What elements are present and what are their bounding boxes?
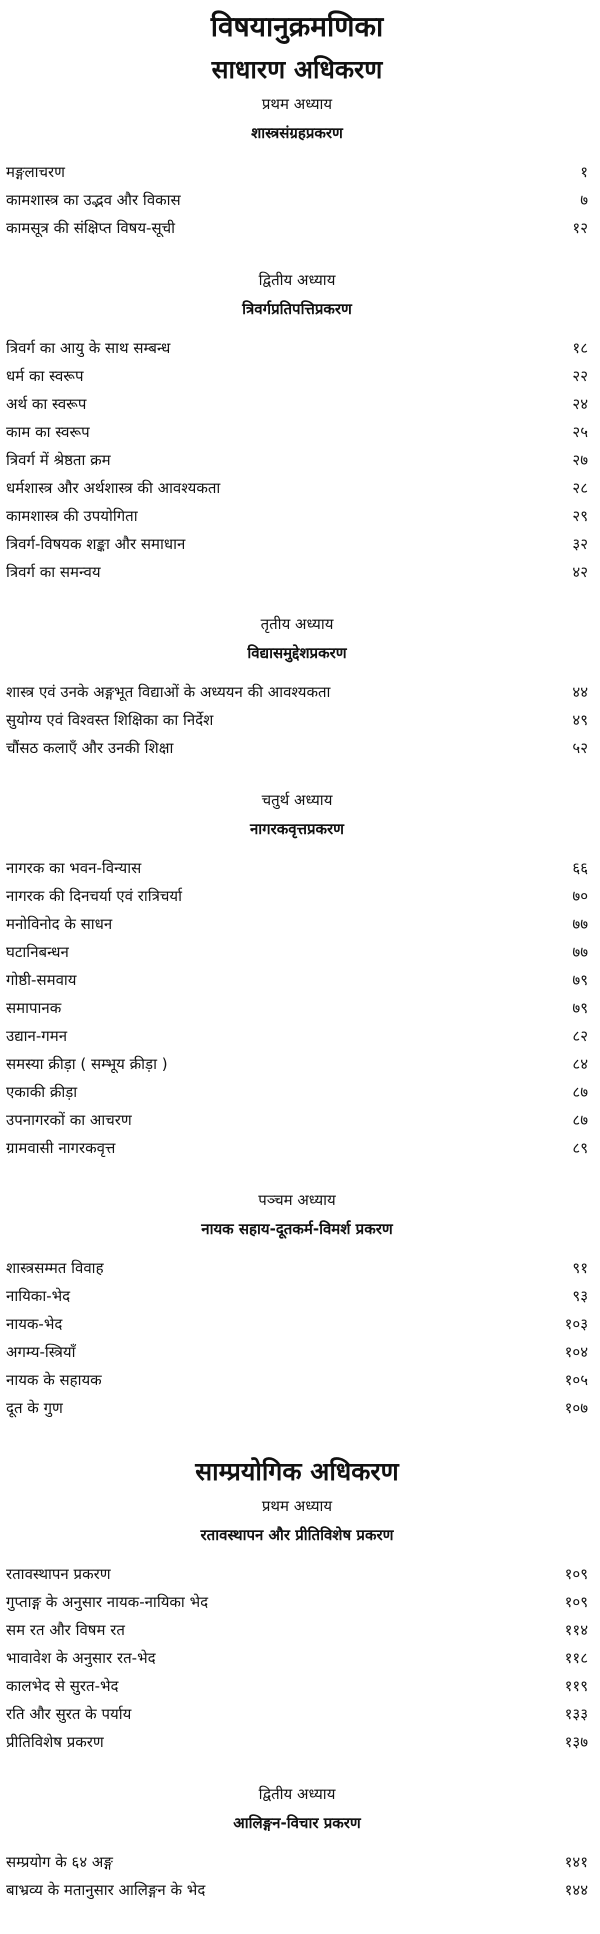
entry-page-number: ८९ — [572, 1139, 588, 1157]
entry-page-number: ११८ — [564, 1649, 588, 1667]
entry-page-number: ९१ — [572, 1259, 588, 1277]
entry-title: सम रत और विषम रत — [6, 1621, 125, 1639]
toc-entry[interactable] — [6, 1134, 588, 1162]
toc-entry[interactable] — [6, 1022, 588, 1050]
entry-title: सम्प्रयोग के ६४ अङ्ग — [6, 1853, 113, 1871]
toc-entry[interactable] — [6, 938, 588, 966]
toc-entry[interactable] — [6, 1394, 588, 1422]
toc-entry[interactable] — [6, 446, 588, 474]
entry-page-number: १०४ — [564, 1343, 588, 1361]
chapter-spacer — [6, 242, 588, 266]
entry-page-number: १३७ — [564, 1733, 588, 1751]
entry-page-number: २२ — [572, 367, 588, 385]
entry-title: कामशास्त्र की उपयोगिता — [6, 507, 138, 525]
section-heading: विद्यासमुद्देशप्रकरण — [247, 644, 347, 662]
entry-page-number: १८ — [572, 339, 588, 357]
entry-page-number: १०९ — [564, 1593, 588, 1611]
entry-title: त्रिवर्ग का आयु के साथ सम्बन्ध — [6, 339, 171, 357]
toc-entry[interactable] — [6, 1050, 588, 1078]
toc-entry[interactable] — [6, 474, 588, 502]
entry-title: समापानक — [6, 999, 62, 1017]
toc-entry[interactable] — [6, 1588, 588, 1616]
entry-title: प्रीतिविशेष प्रकरण — [6, 1733, 104, 1751]
toc-entry[interactable] — [6, 186, 588, 214]
chapter-heading: प्रथम अध्याय — [261, 95, 333, 113]
section-heading: शास्त्रसंग्रहप्रकरण — [251, 124, 343, 142]
entry-title: कामशास्त्र का उद्भव और विकास — [6, 191, 181, 209]
toc-entry[interactable] — [6, 966, 588, 994]
toc-entry[interactable] — [6, 558, 588, 586]
entry-page-number: ७९ — [572, 999, 588, 1017]
entry-list — [6, 854, 588, 1162]
section-spacer — [6, 1838, 588, 1848]
toc-entry[interactable] — [6, 1644, 588, 1672]
toc-entry[interactable] — [6, 214, 588, 242]
entry-page-number: १४४ — [564, 1881, 588, 1899]
toc-entry[interactable] — [6, 1338, 588, 1366]
entry-title: अर्थ का स्वरूप — [6, 395, 87, 413]
entry-title: दूत के गुण — [6, 1399, 63, 1417]
section-spacer — [6, 324, 588, 334]
toc-entry[interactable] — [6, 1728, 588, 1756]
entry-page-number: १ — [580, 163, 588, 181]
entry-title: चौंसठ कलाएँ और उनकी शिक्षा — [6, 739, 174, 757]
toc-entry[interactable] — [6, 882, 588, 910]
entry-page-number: २४ — [572, 395, 588, 413]
entry-title: ग्रामवासी नागरकवृत्त — [6, 1139, 116, 1157]
toc-entry[interactable] — [6, 1560, 588, 1588]
entry-page-number: ५२ — [572, 739, 588, 757]
chapter-heading: पञ्चम अध्याय — [258, 1191, 336, 1209]
entry-title: धर्मशास्त्र और अर्थशास्त्र की आवश्यकता — [6, 479, 221, 497]
entry-title: उद्यान-गमन — [6, 1027, 68, 1045]
entry-page-number: १४१ — [564, 1853, 588, 1871]
entry-title: भावावेश के अनुसार रत-भेद — [6, 1649, 156, 1667]
toc-entry[interactable] — [6, 1078, 588, 1106]
entry-title: त्रिवर्ग-विषयक शङ्का और समाधान — [6, 535, 186, 553]
toc-entry[interactable] — [6, 706, 588, 734]
entry-title: त्रिवर्ग में श्रेष्ठता क्रम — [6, 451, 111, 469]
entry-page-number: ७० — [572, 887, 588, 905]
entry-title: एकाकी क्रीड़ा — [6, 1083, 78, 1101]
chapter-heading: चतुर्थ अध्याय — [261, 791, 333, 809]
toc-entry[interactable] — [6, 854, 588, 882]
entry-page-number: ८७ — [572, 1111, 588, 1129]
toc-entry[interactable] — [6, 1616, 588, 1644]
chapter-spacer — [6, 586, 588, 610]
entry-list — [6, 158, 588, 242]
chapter-spacer — [6, 762, 588, 786]
toc-entry[interactable] — [6, 1366, 588, 1394]
entry-page-number: १०३ — [564, 1315, 588, 1333]
entry-list — [6, 1848, 588, 1904]
toc-entry[interactable] — [6, 1876, 588, 1904]
entry-page-number: २५ — [572, 423, 588, 441]
entry-page-number: ७७ — [572, 915, 588, 933]
toc-entry[interactable] — [6, 910, 588, 938]
entry-title: अगम्य-स्त्रियाँ — [6, 1343, 76, 1361]
entry-page-number: ४९ — [572, 711, 588, 729]
entry-page-number: ८२ — [572, 1027, 588, 1045]
entry-page-number: ८७ — [572, 1083, 588, 1101]
part-title: साम्प्रयोगिक अधिकरण — [195, 1457, 399, 1486]
toc-entry[interactable] — [6, 1310, 588, 1338]
entry-title: रति और सुरत के पर्याय — [6, 1705, 132, 1723]
entry-title: गोष्ठी-समवाय — [6, 971, 77, 989]
entry-title: रतावस्थापन प्रकरण — [6, 1565, 111, 1583]
chapter-heading: द्वितीय अध्याय — [258, 271, 336, 289]
entry-page-number: ३२ — [572, 535, 588, 553]
entry-title: सुयोग्य एवं विश्वस्त शिक्षिका का निर्देश — [6, 711, 214, 729]
section-heading: रतावस्थापन और प्रीतिविशेष प्रकरण — [200, 1526, 394, 1544]
toc-entry[interactable] — [6, 678, 588, 706]
entry-title: धर्म का स्वरूप — [6, 367, 84, 385]
table-of-contents — [6, 50, 588, 1904]
entry-title: कामसूत्र की संक्षिप्त विषय-सूची — [6, 219, 176, 237]
chapter-spacer — [6, 1756, 588, 1780]
entry-title: समस्या क्रीड़ा ( सम्भूय क्रीड़ा ) — [6, 1055, 168, 1073]
entry-page-number: ९३ — [572, 1287, 588, 1305]
entry-title: नायक-भेद — [6, 1315, 63, 1333]
toc-entry[interactable] — [6, 502, 588, 530]
section-spacer — [6, 668, 588, 678]
entry-page-number: १२ — [572, 219, 588, 237]
toc-entry[interactable] — [6, 1254, 588, 1282]
entry-title: बाभ्रव्य के मतानुसार आलिङ्गन के भेद — [6, 1881, 206, 1899]
section-spacer — [6, 1244, 588, 1254]
part-title: साधारण अधिकरण — [211, 55, 383, 84]
toc-entry[interactable] — [6, 734, 588, 762]
entry-title: नायिका-भेद — [6, 1287, 71, 1305]
entry-page-number: ४४ — [572, 683, 588, 701]
entry-title: गुप्ताङ्ग के अनुसार नायक-नायिका भेद — [6, 1593, 209, 1611]
page-title: विषयानुक्रमणिका — [210, 10, 384, 43]
entry-title: काम का स्वरूप — [6, 423, 90, 441]
toc-entry[interactable] — [6, 1848, 588, 1876]
entry-page-number: १३३ — [564, 1705, 588, 1723]
entry-page-number: ७ — [580, 191, 588, 209]
toc-entry[interactable] — [6, 1672, 588, 1700]
entry-list — [6, 334, 588, 586]
entry-page-number: ७७ — [572, 943, 588, 961]
entry-title: मनोविनोद के साधन — [6, 915, 113, 933]
entry-title: नागरक का भवन-विन्यास — [6, 859, 142, 877]
entry-list — [6, 1560, 588, 1756]
entry-list — [6, 678, 588, 762]
section-heading: आलिङ्गन-विचार प्रकरण — [233, 1814, 361, 1832]
entry-page-number: ८४ — [572, 1055, 588, 1073]
section-spacer — [6, 1550, 588, 1560]
chapter-heading: तृतीय अध्याय — [260, 615, 334, 633]
toc-entry[interactable] — [6, 418, 588, 446]
section-spacer — [6, 148, 588, 158]
part-spacer — [6, 1422, 588, 1452]
section-spacer — [6, 844, 588, 854]
entry-page-number: १०५ — [564, 1371, 588, 1389]
entry-title: नायक के सहायक — [6, 1371, 102, 1389]
toc-entry[interactable] — [6, 530, 588, 558]
entry-page-number: २९ — [572, 507, 588, 525]
entry-page-number: १०९ — [564, 1565, 588, 1583]
toc-entry[interactable] — [6, 390, 588, 418]
toc-entry[interactable] — [6, 362, 588, 390]
toc-entry[interactable] — [6, 334, 588, 362]
entry-page-number: ११९ — [564, 1677, 588, 1695]
entry-page-number: १०७ — [564, 1399, 588, 1417]
entry-title: नागरक की दिनचर्या एवं रात्रिचर्या — [6, 887, 183, 905]
entry-page-number: ११४ — [564, 1621, 588, 1639]
entry-page-number: ६६ — [572, 859, 588, 877]
toc-entry[interactable] — [6, 994, 588, 1022]
toc-entry[interactable] — [6, 1106, 588, 1134]
entry-page-number: ७९ — [572, 971, 588, 989]
section-heading: नागरकवृत्तप्रकरण — [249, 820, 345, 838]
chapter-heading: प्रथम अध्याय — [261, 1497, 333, 1515]
entry-page-number: २७ — [572, 451, 588, 469]
entry-title: शास्त्र एवं उनके अङ्गभूत विद्याओं के अध्ययन की आवश्यकता — [6, 683, 331, 701]
toc-entry[interactable] — [6, 1282, 588, 1310]
entry-title: घटानिबन्धन — [6, 943, 69, 961]
entry-title: शास्त्रसम्मत विवाह — [6, 1259, 104, 1277]
entry-title: मङ्गलाचरण — [6, 163, 66, 181]
section-heading: नायक सहाय-दूतकर्म-विमर्श प्रकरण — [201, 1220, 393, 1238]
entry-page-number: ४२ — [572, 563, 588, 581]
chapter-spacer — [6, 1162, 588, 1186]
toc-entry[interactable] — [6, 158, 588, 186]
chapter-heading: द्वितीय अध्याय — [258, 1785, 336, 1803]
entry-title: त्रिवर्ग का समन्वय — [6, 563, 101, 581]
section-heading: त्रिवर्गप्रतिपत्तिप्रकरण — [242, 300, 352, 318]
entry-page-number: २८ — [572, 479, 588, 497]
entry-title: उपनागरकों का आचरण — [6, 1111, 132, 1129]
entry-title: कालभेद से सुरत-भेद — [6, 1677, 119, 1695]
toc-entry[interactable] — [6, 1700, 588, 1728]
entry-list — [6, 1254, 588, 1422]
